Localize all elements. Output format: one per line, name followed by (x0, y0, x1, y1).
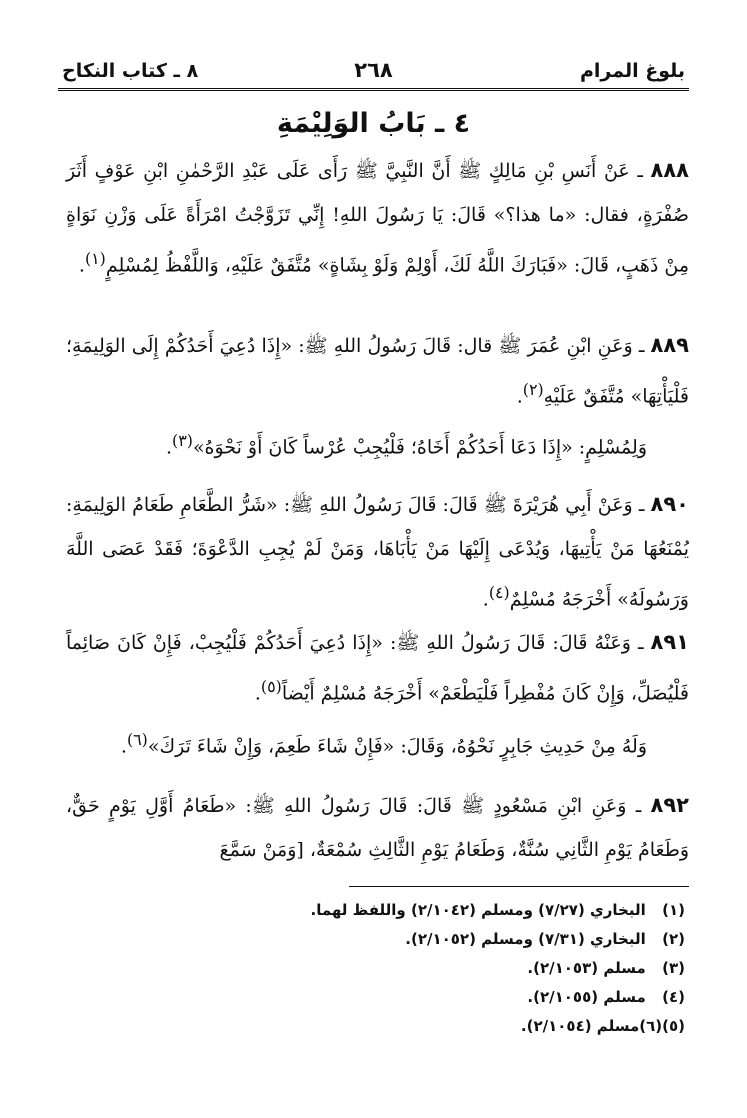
footnote-ref: (٦) (126, 730, 148, 749)
hadith-891: ٨٩١ ـ وَعَنْهُ قَالَ: قَالَ رَسُولُ اللهِ ﷺ: «إِذَا دُعِيَ أَحَدُكُمْ فَلْيُجِبْ، فَإِنْ كَانَ صَائِماً فَلْيُصَلِّ، وَإِنْ كَانَ مُفْطِراً فَلْيَطْعَمْ» أَخْرَجَهُ مُسْلِمٌ أَيْضاً$^{(٥)}$. (66, 630, 689, 705)
hadith-text: ـ وَعَنِ ابْنِ عُمَرَ ﷺ قال: قَالَ رَسُولُ اللهِ ﷺ: «إِذَا دُعِيَ أَحَدُكُمْ إِلَى الوَلِيمَةِ؛ فَلْيَأْتِهَا» مُتَّفَقٌ عَلَيْهِ (66, 335, 689, 408)
footnote (60, 983, 685, 1012)
book-title: بلوغ المرام (579, 60, 685, 82)
footnote-mark: (٣) (662, 959, 685, 977)
hadith-889: ٨٨٩ ـ وَعَنِ ابْنِ عُمَرَ ﷺ قال: قَالَ رَسُولُ اللهِ ﷺ: «إِذَا دُعِيَ أَحَدُكُمْ إِلَى الوَلِيمَةِ؛ فَلْيَأْتِهَا» مُتَّفَقٌ عَلَيْهِ$^{(٢)}$. (66, 333, 689, 408)
hadith-888: ٨٨٨ ـ عَنْ أَنَسِ بْنِ مَالِكٍ ﷺ أَنَّ النَّبِيَّ ﷺ رَأَى عَلَى عَبْدِ الرَّحْمٰنِ ابْنِ عَوْفٍ أَثَرَ صُفْرَةٍ، فقال: «ما هذا؟» قَالَ: يَا رَسُولَ اللهِ! إِنِّي تَزَوَّجْتُ امْرَأَةً عَلَى وَزْنِ نَوَاةٍ مِنْ ذَهَبٍ، قَالَ: «فَبَارَكَ اللَّهُ لَكَ، أَوْلِمْ وَلَوْ بِشَاةٍ» مُتَّفَقٌ عَلَيْهِ، وَاللَّفْظُ لِمُسْلِمٍ$^{(١)}$. (66, 158, 689, 277)
footnote-text: البخاري (٧/٢٧) ومسلم (٢/١٠٤٢) واللفظ لهما. (310, 901, 646, 919)
hadith-text: ـ وَعَنْهُ قَالَ: قَالَ رَسُولُ اللهِ ﷺ: «إِذَا دُعِيَ أَحَدُكُمْ فَلْيُجِبْ، فَإِنْ كَانَ صَائِماً فَلْيُصَلِّ، وَإِنْ كَانَ مُفْطِراً فَلْيَطْعَمْ» أَخْرَجَهُ مُسْلِمٌ أَيْضاً (66, 632, 689, 705)
hadith-889-muslim: وَلِمُسْلِمٍ: «إِذَا دَعَا أَحَدُكُمْ أَخَاهُ؛ فَلْيُجِبْ عُرْساً كَانَ أَوْ نَحْوَهُ»$^{(٣)}$. (166, 431, 647, 459)
footnote-text: مسلم (٢/١٠٥٥). (527, 988, 646, 1006)
hadith-text: وَلَهُ مِنْ حَدِيثِ جَابِرٍ نَحْوُهُ، وَقَالَ: «فَإِنْ شَاءَ طَعِمَ، وَإِنْ شَاءَ تَرَكَ» (147, 735, 647, 758)
footnotes (60, 896, 685, 1041)
footnote (60, 1012, 685, 1041)
footnote (60, 954, 685, 983)
footnote (60, 896, 685, 925)
hadith-text: ـ وَعَنْ أَبِي هُرَيْرَةَ ﷺ قَالَ: قَالَ رَسُولُ اللهِ ﷺ: «شَرُّ الطَّعَامِ طَعَامُ الوَلِيمَةِ: يُمْنَعُهَا مَنْ يَأْتِيهَا، وَيُدْعَى إِلَيْهَا مَنْ يَأْبَاهَا، وَمَنْ لَمْ يُجِبِ الدَّعْوَةَ؛ فَقَدْ عَصَى اللَّهَ وَرَسُولَهُ» أَخْرَجَهُ مُسْلِمٌ (66, 494, 689, 611)
footnote-mark: (٥)(٦) (639, 1017, 685, 1035)
hadith-891-jabir: وَلَهُ مِنْ حَدِيثِ جَابِرٍ نَحْوُهُ، وَقَالَ: «فَإِنْ شَاءَ طَعِمَ، وَإِنْ شَاءَ تَرَكَ»$^{(٦)}$. (120, 730, 647, 758)
hadith-number: ٨٨٨ (650, 158, 689, 182)
footnote-mark: (٢) (662, 930, 685, 948)
footnote-ref: (٣) (172, 431, 193, 450)
hadith-number: ٨٩٢ (650, 793, 689, 817)
footnote-text: البخاري (٧/٣١) ومسلم (٢/١٠٥٢). (405, 930, 646, 948)
hadith-text: ـ عَنْ أَنَسِ بْنِ مَالِكٍ ﷺ أَنَّ النَّبِيَّ ﷺ رَأَى عَلَى عَبْدِ الرَّحْمٰنِ ابْنِ عَوْفٍ أَثَرَ صُفْرَةٍ، فقال: «ما هذا؟» قَالَ: يَا رَسُولَ اللهِ! إِنِّي تَزَوَّجْتُ امْرَأَةً عَلَى وَزْنِ نَوَاةٍ مِنْ ذَهَبٍ، قَالَ: «فَبَارَكَ اللَّهُ لَكَ، أَوْلِمْ وَلَوْ بِشَاةٍ» مُتَّفَقٌ عَلَيْهِ، وَاللَّفْظُ لِمُسْلِمٍ (66, 160, 689, 277)
running-header (58, 52, 689, 91)
hadith-number: ٨٩٠ (650, 492, 689, 516)
footnote-ref: (٥) (260, 677, 282, 696)
hadith-text: وَلِمُسْلِمٍ: «إِذَا دَعَا أَحَدُكُمْ أَخَاهُ؛ فَلْيُجِبْ عُرْساً كَانَ أَوْ نَحْوَهُ» (192, 436, 647, 459)
footnote-separator (349, 886, 689, 887)
hadith-number: ٨٩١ (650, 630, 689, 654)
chapter-title: ٨ ـ كتاب النكاح (62, 60, 199, 82)
footnote-text: مسلم (٢/١٠٥٣). (527, 959, 646, 977)
footnote-text: مسلم (٢/١٠٥٤). (520, 1017, 640, 1035)
footnote-ref: (٢) (522, 380, 544, 399)
hadith-892 (66, 783, 689, 872)
page-number: ٢٦٨ (354, 58, 393, 82)
hadith-890: ٨٩٠ ـ وَعَنْ أَبِي هُرَيْرَةَ ﷺ قَالَ: قَالَ رَسُولُ اللهِ ﷺ: «شَرُّ الطَّعَامِ طَعَامُ الوَلِيمَةِ: يُمْنَعُهَا مَنْ يَأْتِيهَا، وَيُدْعَى إِلَيْهَا مَنْ يَأْبَاهَا، وَمَنْ لَمْ يُجِبِ الدَّعْوَةَ؛ فَقَدْ عَصَى اللَّهَ وَرَسُولَهُ» أَخْرَجَهُ مُسْلِمٌ$^{(٤)}$. (66, 492, 689, 611)
footnote-ref: (٤) (488, 583, 510, 602)
footnote-ref: (١) (84, 249, 106, 268)
footnote-mark: (١) (662, 901, 685, 919)
footnote-mark: (٤) (662, 988, 685, 1006)
hadith-number: ٨٨٩ (650, 333, 689, 357)
hadith-text: ـ وَعَنِ ابْنِ مَسْعُودٍ ﷺ قَالَ: قَالَ رَسُولُ اللهِ ﷺ: «طَعَامُ أَوَّلِ يَوْمٍ حَقٌّ، وَطَعَامُ يَوْمِ الثَّانِي سُنَّةٌ، وَطَعَامُ يَوْمِ الثَّالِثِ سُمْعَةٌ، [وَمَنْ سَمَّعَ (66, 795, 689, 861)
footnote (60, 925, 685, 954)
section-title: ٤ ـ بَابُ الوَلِيْمَةِ (276, 108, 471, 139)
